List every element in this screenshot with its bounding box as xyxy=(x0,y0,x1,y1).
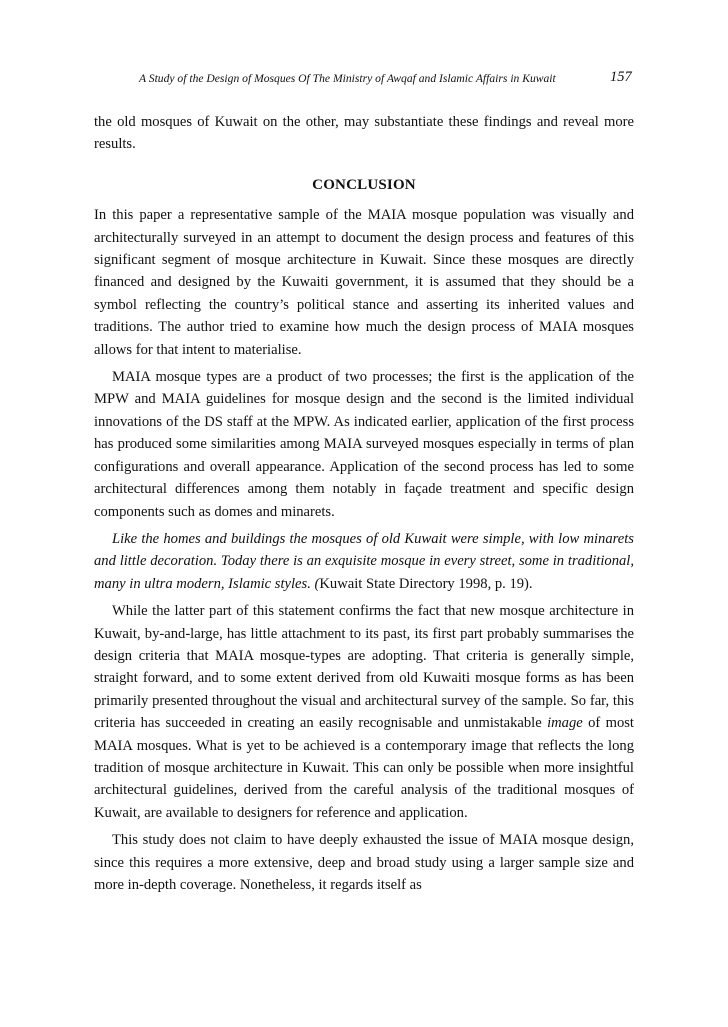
paragraph-3-emphasis: image xyxy=(547,715,583,732)
section-heading: CONCLUSION xyxy=(312,176,416,193)
quote-citation: Kuwait State Directory 1998, p. 19). xyxy=(319,575,533,592)
paragraph-1: In this paper a representative sample of the MAIA mosque population was visually and architecturally surveyed in an attempt to document the design process and features of this significant segment of mosque architecture in Kuwait. Since these mosques are directly financed and designed by the Kuwaiti government, it is assumed that they should be a symbol reflecting the country’s political stance and asserting its inherited values and traditions. The author tried to examine how much the design process of MAIA mosques allows for that intent to materialise. xyxy=(94,207,634,358)
paragraph-4: This study does not claim to have deeply exhausted the issue of MAIA mosque design, since this requires a more extensive, deep and broad study using a larger sample size and more in-depth coverage. Nonetheless, it regards itself as xyxy=(94,832,634,893)
article-body xyxy=(94,111,634,896)
page-number: 157 xyxy=(610,69,632,85)
paragraph-2: MAIA mosque types are a product of two processes; the first is the application of the MPW and MAIA guidelines for mosque design and the second is the limited individual innovations of the DS staff at the MPW. As indicated earlier, application of the first process has produced some similarities among MAIA surveyed mosques especially in terms of plan configurations and overall appearance. Application of the second process has led to some architectural differences among them notably in façade treatment and specific design components such as domes and minarets. xyxy=(94,369,634,520)
quote-text: Like the homes and buildings the mosques of old Kuwait were simple, with low minarets and little decoration. Today there is an exquisite mosque in every street, some in traditional, many in ultra modern, Islamic styles. ( xyxy=(94,530,634,592)
paragraph-3-text-after: of most MAIA mosques. What is yet to be achieved is a contemporary image that reflects the long tradition of mosque architecture in Kuwait. This can only be possible when more insightful architectural guidelines, derived from the careful analysis of the traditional mosques of Kuwait, are available to designers for reference and application. xyxy=(94,715,634,821)
paragraph-3-text-before: While the latter part of this statement confirms the fact that new mosque architecture in Kuwait, by-and-large, has little attachment to its past, its first part probably summarises the design criteria that MAIA mosque-types are adopting. That criteria is generally simple, straight forward, and to some extent derived from old Kuwaiti mosque forms as has been primarily presented throughout the visual and architectural survey of the sample. So far, this criteria has succeeded in creating an easily recognisable and unmistakable xyxy=(94,603,634,732)
intro-paragraph: the old mosques of Kuwait on the other, may substantiate these findings and reveal more results. xyxy=(94,114,634,153)
paragraph-3 xyxy=(94,600,634,824)
block-quote xyxy=(94,528,634,595)
running-head-title: A Study of the Design of Mosques Of The Ministry of Awqaf and Islamic Affairs in Kuwait xyxy=(139,72,556,85)
running-head xyxy=(0,69,728,89)
